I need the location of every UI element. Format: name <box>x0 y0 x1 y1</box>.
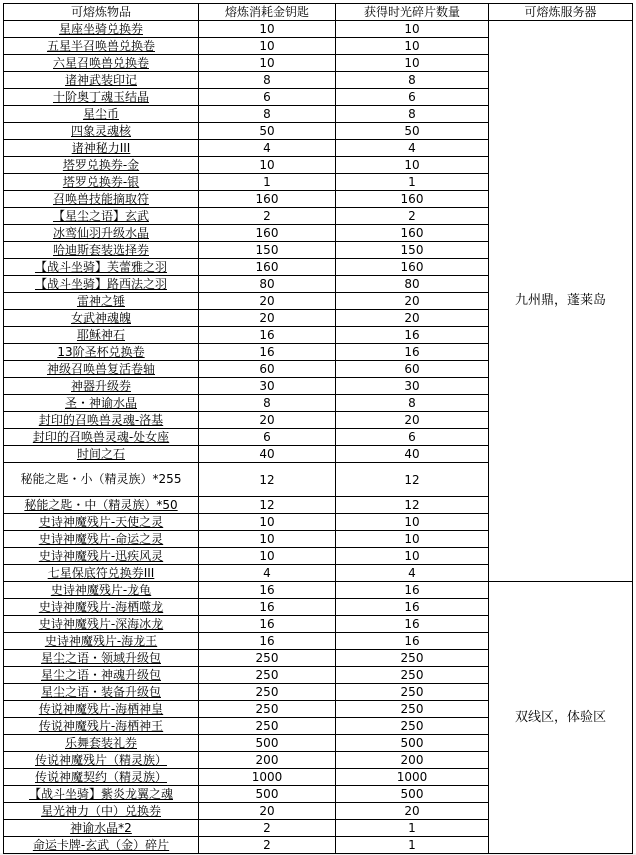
cost-cell: 16 <box>199 599 336 616</box>
cost-cell: 6 <box>199 89 336 106</box>
cost-cell: 2 <box>199 208 336 225</box>
fragments-cell: 30 <box>336 378 489 395</box>
item-name-cell: 13阶圣杯兑换卷 <box>4 344 199 361</box>
fragments-cell: 160 <box>336 259 489 276</box>
item-name-cell: 哈迪斯套装选择券 <box>4 242 199 259</box>
cost-cell: 12 <box>199 463 336 497</box>
item-name-cell: 【战斗坐骑】芙蕾雅之羽 <box>4 259 199 276</box>
fragments-cell: 250 <box>336 667 489 684</box>
item-name-cell: 传说神魔残片（精灵族） <box>4 752 199 769</box>
item-name-cell: 塔罗兑换券-银 <box>4 174 199 191</box>
cost-cell: 6 <box>199 429 336 446</box>
item-name-cell: 女武神魂魄 <box>4 310 199 327</box>
table-row <box>4 21 633 38</box>
item-name-cell: 史诗神魔残片-海栖噬龙 <box>4 599 199 616</box>
item-name-cell: 耶稣神石 <box>4 327 199 344</box>
item-name-cell: 史诗神魔残片-天使之灵 <box>4 514 199 531</box>
cost-cell: 20 <box>199 803 336 820</box>
fragments-cell: 160 <box>336 191 489 208</box>
cost-cell: 16 <box>199 344 336 361</box>
item-name-cell: 圣・神谕水晶 <box>4 395 199 412</box>
fragments-cell: 1 <box>336 837 489 854</box>
server-cell: 双线区，体验区 <box>489 582 633 854</box>
fragments-cell: 160 <box>336 225 489 242</box>
item-name-cell: 传说神魔残片-海栖神皇 <box>4 701 199 718</box>
fragments-cell: 250 <box>336 701 489 718</box>
fragments-cell: 1 <box>336 174 489 191</box>
fragments-cell: 60 <box>336 361 489 378</box>
fragments-cell: 2 <box>336 208 489 225</box>
fragments-cell: 6 <box>336 429 489 446</box>
cost-cell: 10 <box>199 514 336 531</box>
fragments-cell: 10 <box>336 531 489 548</box>
fragments-cell: 1000 <box>336 769 489 786</box>
cost-cell: 8 <box>199 106 336 123</box>
item-name-cell: 星座坐骑兑换券 <box>4 21 199 38</box>
table-row <box>4 582 633 599</box>
cost-cell: 150 <box>199 242 336 259</box>
item-name-cell: 雷神之锤 <box>4 293 199 310</box>
cost-cell: 1 <box>199 174 336 191</box>
cost-cell: 250 <box>199 718 336 735</box>
cost-cell: 1000 <box>199 769 336 786</box>
fragments-cell: 10 <box>336 21 489 38</box>
cost-cell: 12 <box>199 497 336 514</box>
item-name-cell: 秘能之匙・中（精灵族）*50 <box>4 497 199 514</box>
cost-cell: 200 <box>199 752 336 769</box>
fragments-cell: 500 <box>336 735 489 752</box>
fragments-cell: 16 <box>336 616 489 633</box>
cost-cell: 16 <box>199 616 336 633</box>
item-name-cell: 时间之石 <box>4 446 199 463</box>
item-name-cell: 【战斗坐骑】紫炎龙翼之魂 <box>4 786 199 803</box>
cost-cell: 16 <box>199 327 336 344</box>
item-name-cell: 【星尘之语】玄武 <box>4 208 199 225</box>
item-name-cell: 史诗神魔残片-深海冰龙 <box>4 616 199 633</box>
cost-cell: 250 <box>199 667 336 684</box>
item-name-cell: 十阶奥丁魂玉结晶 <box>4 89 199 106</box>
header-fragments: 获得时光碎片数量 <box>336 4 489 21</box>
cost-cell: 10 <box>199 548 336 565</box>
item-name-cell: 封印的召唤兽灵魂-洛基 <box>4 412 199 429</box>
item-name-cell: 星尘之语・装备升级包 <box>4 684 199 701</box>
fragments-cell: 500 <box>336 786 489 803</box>
fragments-cell: 8 <box>336 106 489 123</box>
fragments-cell: 40 <box>336 446 489 463</box>
fragments-cell: 10 <box>336 55 489 72</box>
cost-cell: 160 <box>199 225 336 242</box>
fragments-cell: 10 <box>336 157 489 174</box>
item-name-cell: 史诗神魔残片-迅疾风灵 <box>4 548 199 565</box>
fragments-cell: 4 <box>336 140 489 157</box>
item-name-cell: 五星半召唤兽兑换卷 <box>4 38 199 55</box>
item-name-cell: 星尘之语・神魂升级包 <box>4 667 199 684</box>
item-name-cell: 传说神魔契约（精灵族） <box>4 769 199 786</box>
cost-cell: 250 <box>199 650 336 667</box>
item-name-cell: 召唤兽技能摘取符 <box>4 191 199 208</box>
cost-cell: 40 <box>199 446 336 463</box>
fragments-cell: 10 <box>336 548 489 565</box>
fragments-cell: 200 <box>336 752 489 769</box>
fragments-cell: 20 <box>336 412 489 429</box>
item-name-cell: 史诗神魔残片-海龙王 <box>4 633 199 650</box>
fragments-cell: 16 <box>336 344 489 361</box>
fragments-cell: 12 <box>336 497 489 514</box>
item-name-cell: 诸神武装印记 <box>4 72 199 89</box>
fragments-cell: 50 <box>336 123 489 140</box>
cost-cell: 30 <box>199 378 336 395</box>
cost-cell: 20 <box>199 412 336 429</box>
item-name-cell: 神谕水晶*2 <box>4 820 199 837</box>
fragments-cell: 8 <box>336 395 489 412</box>
item-name-cell: 【战斗坐骑】路西法之羽 <box>4 276 199 293</box>
item-name-cell: 星光神力（中）兑换券 <box>4 803 199 820</box>
fragments-cell: 8 <box>336 72 489 89</box>
item-name-cell: 七星保底符兑换券III <box>4 565 199 582</box>
cost-cell: 10 <box>199 531 336 548</box>
cost-cell: 16 <box>199 582 336 599</box>
cost-cell: 50 <box>199 123 336 140</box>
cost-cell: 8 <box>199 72 336 89</box>
item-name-cell: 史诗神魔残片-命运之灵 <box>4 531 199 548</box>
cost-cell: 20 <box>199 293 336 310</box>
cost-cell: 10 <box>199 21 336 38</box>
fragments-cell: 250 <box>336 684 489 701</box>
cost-cell: 2 <box>199 837 336 854</box>
fragments-cell: 20 <box>336 310 489 327</box>
item-name-cell: 诸神秘力III <box>4 140 199 157</box>
item-name-cell: 神器升级券 <box>4 378 199 395</box>
fragments-cell: 10 <box>336 38 489 55</box>
server-cell: 九州鼎，蓬莱岛 <box>489 21 633 582</box>
fragments-cell: 16 <box>336 599 489 616</box>
cost-cell: 4 <box>199 140 336 157</box>
smelting-table <box>3 3 633 854</box>
fragments-cell: 80 <box>336 276 489 293</box>
cost-cell: 80 <box>199 276 336 293</box>
header-server: 可熔炼服务器 <box>489 4 633 21</box>
fragments-cell: 150 <box>336 242 489 259</box>
cost-cell: 250 <box>199 701 336 718</box>
fragments-cell: 20 <box>336 293 489 310</box>
cost-cell: 160 <box>199 191 336 208</box>
item-name-cell: 传说神魔残片-海栖神王 <box>4 718 199 735</box>
cost-cell: 10 <box>199 38 336 55</box>
header-row <box>4 4 633 21</box>
fragments-cell: 16 <box>336 327 489 344</box>
header-item: 可熔炼物品 <box>4 4 199 21</box>
item-name-cell: 神级召唤兽复活卷轴 <box>4 361 199 378</box>
fragments-cell: 10 <box>336 514 489 531</box>
fragments-cell: 1 <box>336 820 489 837</box>
fragments-cell: 6 <box>336 89 489 106</box>
item-name-cell: 秘能之匙・小（精灵族）*255 <box>4 463 199 497</box>
cost-cell: 10 <box>199 55 336 72</box>
cost-cell: 8 <box>199 395 336 412</box>
cost-cell: 16 <box>199 633 336 650</box>
cost-cell: 250 <box>199 684 336 701</box>
item-name-cell: 星尘之语・领域升级包 <box>4 650 199 667</box>
cost-cell: 160 <box>199 259 336 276</box>
fragments-cell: 4 <box>336 565 489 582</box>
cost-cell: 500 <box>199 735 336 752</box>
item-name-cell: 乐舞套装礼券 <box>4 735 199 752</box>
fragments-cell: 250 <box>336 650 489 667</box>
item-name-cell: 命运卡牌-玄武（金）碎片 <box>4 837 199 854</box>
fragments-cell: 12 <box>336 463 489 497</box>
cost-cell: 10 <box>199 157 336 174</box>
item-name-cell: 星尘币 <box>4 106 199 123</box>
cost-cell: 20 <box>199 310 336 327</box>
fragments-cell: 250 <box>336 718 489 735</box>
cost-cell: 60 <box>199 361 336 378</box>
table-body <box>4 21 633 854</box>
cost-cell: 4 <box>199 565 336 582</box>
item-name-cell: 四象灵魂核 <box>4 123 199 140</box>
item-name-cell: 冰鸾仙羽升级水晶 <box>4 225 199 242</box>
cost-cell: 500 <box>199 786 336 803</box>
fragments-cell: 16 <box>336 582 489 599</box>
item-name-cell: 六星召唤兽兑换卷 <box>4 55 199 72</box>
item-name-cell: 史诗神魔残片-龙龟 <box>4 582 199 599</box>
cost-cell: 2 <box>199 820 336 837</box>
fragments-cell: 20 <box>336 803 489 820</box>
header-cost: 熔炼消耗金钥匙 <box>199 4 336 21</box>
fragments-cell: 16 <box>336 633 489 650</box>
item-name-cell: 封印的召唤兽灵魂-处女座 <box>4 429 199 446</box>
item-name-cell: 塔罗兑换券-金 <box>4 157 199 174</box>
